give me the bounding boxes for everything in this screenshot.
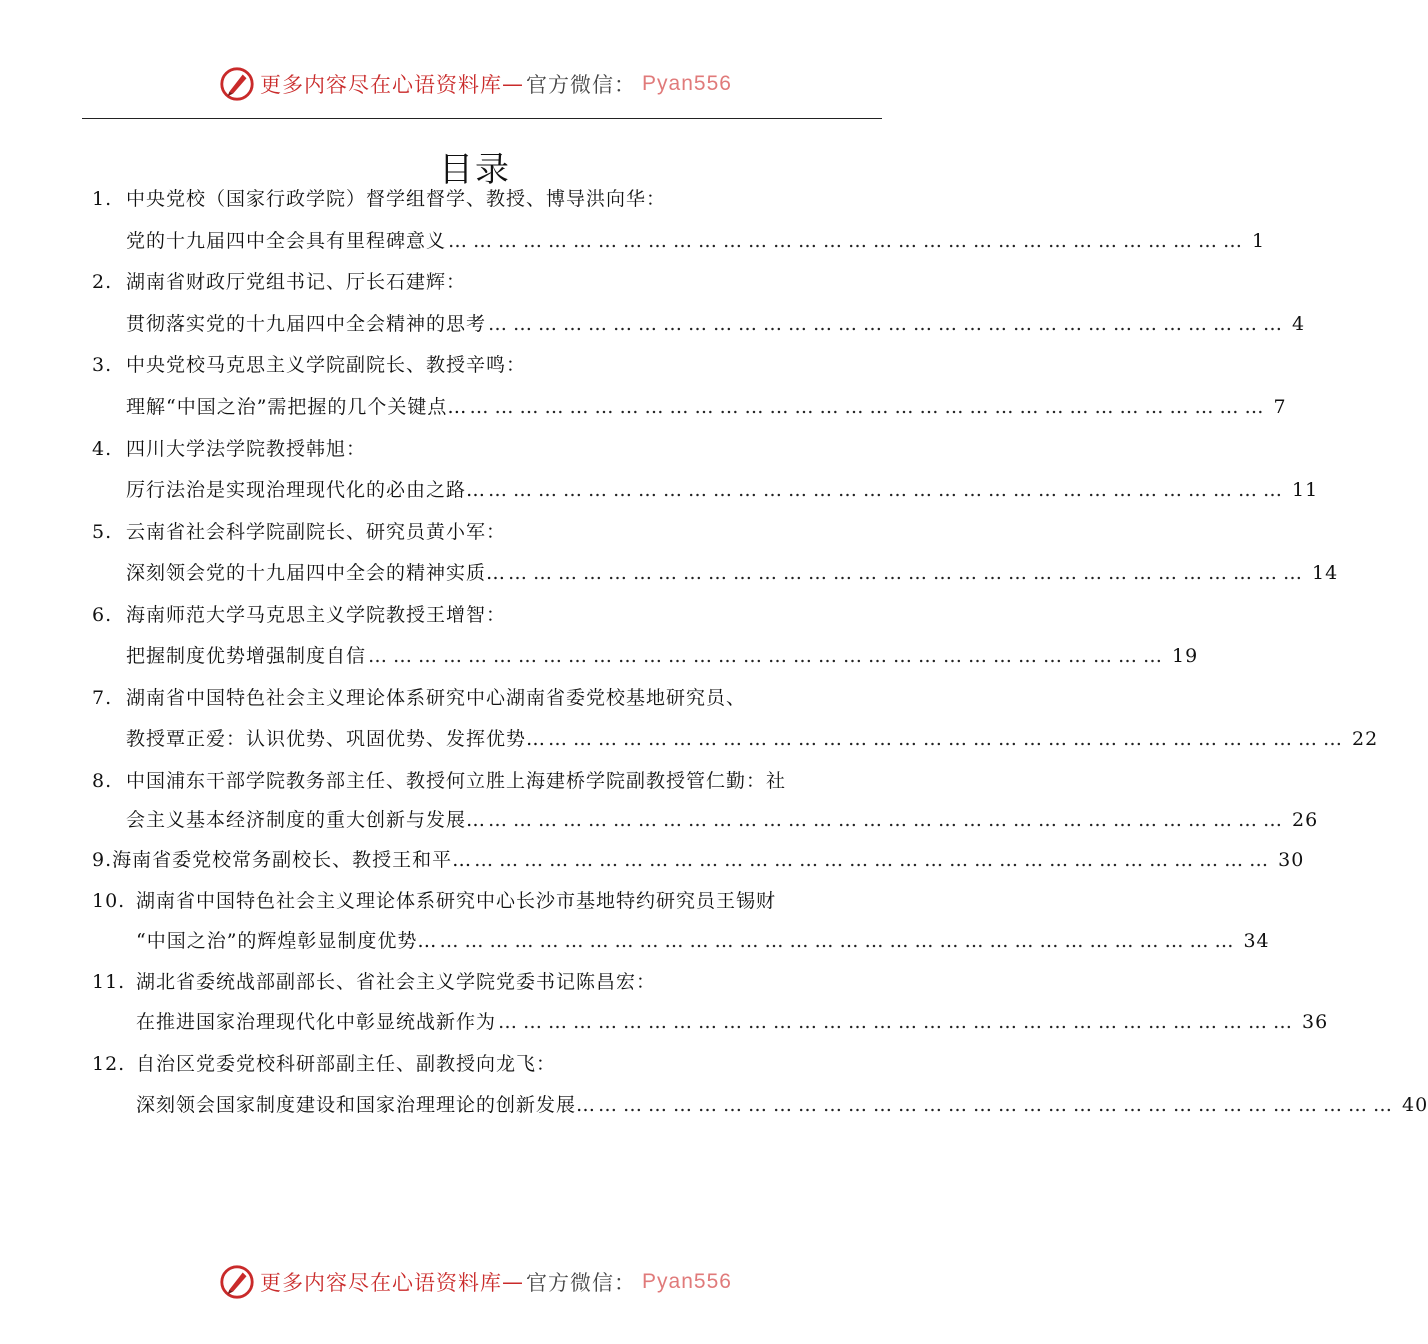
toc-item-author: 湖南省财政厅党组书记、厅长石建辉：: [126, 271, 467, 293]
toc-leader-dots: ……………………………………………………………………………………: [368, 645, 1169, 667]
toc-item-4-heading: [92, 434, 366, 464]
toc-item-10-link[interactable]: [136, 926, 1270, 956]
toc-item-title: 党的十九届四中全会具有里程碑意义: [126, 230, 447, 252]
toc-item-8-heading: [92, 766, 786, 796]
toc-item-number: 7.: [92, 687, 113, 709]
toc-leader-dots: ……………………………………………………………………………………: [474, 849, 1275, 871]
toc-item-number: 2.: [92, 271, 113, 293]
toc-item-1-link[interactable]: [126, 226, 1266, 256]
toc-item-number: 4.: [92, 438, 113, 460]
toc-item-author: 中央党校马克思主义学院副院长、教授辛鸣：: [126, 354, 527, 376]
toc-item-number: 12.: [92, 1053, 126, 1075]
toc-item-12-heading: [92, 1049, 556, 1079]
toc-item-page: 19: [1172, 645, 1199, 667]
toc-item-7-link[interactable]: [126, 724, 1379, 754]
toc-item-page: 40: [1402, 1094, 1428, 1116]
toc-item-number: 8.: [92, 770, 113, 792]
toc-item-author: 湖北省委统战部副部长、省社会主义学院党委书记陈昌宏：: [136, 971, 657, 993]
toc-item-number: 11.: [92, 971, 126, 993]
toc-item-author: 湖南省中国特色社会主义理论体系研究中心湖南省委党校基地研究员、: [126, 687, 747, 709]
toc-item-11-heading: [92, 967, 656, 997]
toc-item-page: 26: [1292, 809, 1319, 831]
banner-wechat-label: 官方微信：: [526, 73, 637, 97]
toc-item-8-link[interactable]: [126, 805, 1319, 835]
toc-item-title: 贯彻落实党的十九届四中全会精神的思考: [126, 313, 487, 335]
toc-leader-dots: ……………………………………………………………………………………: [508, 562, 1309, 584]
toc-item-1-heading: [92, 184, 666, 214]
toc-item-author: 海南师范大学马克思主义学院教授王增智：: [126, 604, 507, 626]
page-title: 目录: [439, 150, 511, 190]
toc-leader-dots: ……………………………………………………………………………………: [548, 728, 1349, 750]
toc-item-page: 11: [1292, 479, 1319, 501]
toc-item-number: 5.: [92, 521, 113, 543]
toc-item-title: 理解“中国之治”需把握的几个关键点…: [126, 396, 468, 418]
toc-item-title: 在推进国家治理现代化中彰显统战新作为: [136, 1011, 497, 1033]
header-divider: [82, 118, 882, 119]
toc-leader-dots: ……………………………………………………………………………………: [469, 396, 1270, 418]
toc-item-7-heading: [92, 683, 746, 713]
toc-item-title: “中国之治”的辉煌彰显制度优势…: [136, 930, 438, 952]
toc-item-2-link[interactable]: [126, 309, 1306, 339]
toc-item-author: 湖南省中国特色社会主义理论体系研究中心长沙市基地特约研究员王锡财: [136, 890, 777, 912]
toc-item-2-heading: [92, 267, 466, 297]
toc-item-number: 6.: [92, 604, 113, 626]
toc-item-5-link[interactable]: [126, 558, 1339, 588]
toc-item-page: 34: [1243, 930, 1270, 952]
toc-item-title: 教授覃正爱：认识优势、巩固优势、发挥优势…: [126, 728, 547, 750]
toc-item-number: 10.: [92, 890, 126, 912]
banner-wechat-id: Pyan556: [642, 1270, 732, 1293]
toc-leader-dots: ……………………………………………………………………………………: [488, 479, 1289, 501]
toc-leader-dots: ……………………………………………………………………………………: [488, 809, 1289, 831]
banner-wechat-id: Pyan556: [642, 72, 732, 95]
toc-leader-dots: ……………………………………………………………………………………: [598, 1094, 1399, 1116]
toc-item-number: 3.: [92, 354, 113, 376]
toc-item-page: 1: [1252, 230, 1266, 252]
toc-item-title: 深刻领会国家制度建设和国家治理理论的创新发展…: [136, 1094, 597, 1116]
banner-slogan: 更多内容尽在心语资料库: [260, 1271, 503, 1295]
toc-item-title: 厉行法治是实现治理现代化的必由之路…: [126, 479, 487, 501]
toc-item-title: 把握制度优势增强制度自信: [126, 645, 367, 667]
toc-item-5-heading: [92, 517, 506, 547]
toc-leader-dots: ……………………………………………………………………………………: [488, 313, 1289, 335]
toc-item-9-link[interactable]: [92, 845, 1305, 875]
toc-item-page: 14: [1312, 562, 1339, 584]
toc-item-page: 30: [1278, 849, 1305, 871]
banner-dash: —: [502, 72, 525, 96]
footer-banner: [0, 1262, 950, 1302]
toc-item-12-link[interactable]: [136, 1090, 1428, 1120]
banner-slogan: 更多内容尽在心语资料库: [260, 73, 503, 97]
toc-item-6-link[interactable]: [126, 641, 1199, 671]
toc-item-11-link[interactable]: [136, 1007, 1329, 1037]
header-banner: [0, 64, 950, 104]
toc-item-page: 4: [1292, 313, 1306, 335]
toc-item-10-heading: [92, 886, 776, 916]
toc-item-author: 自治区党委党校科研部副主任、副教授向龙飞：: [136, 1053, 557, 1075]
toc-item-title: 会主义基本经济制度的重大创新与发展…: [126, 809, 487, 831]
toc-item-author: 云南省社会科学院副院长、研究员黄小军：: [126, 521, 507, 543]
toc-item-6-heading: [92, 600, 506, 630]
toc-item-number: 9.: [92, 849, 113, 871]
toc-item-author: 四川大学法学院教授韩旭：: [126, 438, 367, 460]
toc-item-author: 中央党校（国家行政学院）督学组督学、教授、博导洪向华：: [126, 188, 667, 210]
toc-item-title: 海南省委党校常务副校长、教授王和平…: [112, 849, 473, 871]
toc-leader-dots: ……………………………………………………………………………………: [448, 230, 1249, 252]
toc-item-title: 深刻领会党的十九届四中全会的精神实质…: [126, 562, 507, 584]
toc-item-page: 22: [1352, 728, 1379, 750]
toc-item-page: 36: [1302, 1011, 1329, 1033]
banner-dash: —: [502, 1270, 525, 1294]
toc-item-3-heading: [92, 350, 526, 380]
logo-icon: [218, 65, 256, 103]
toc-item-4-link[interactable]: [126, 475, 1319, 505]
toc-leader-dots: ……………………………………………………………………………………: [439, 930, 1240, 952]
logo-icon: [218, 1263, 256, 1301]
toc-item-3-link[interactable]: [126, 392, 1287, 422]
toc-leader-dots: ……………………………………………………………………………………: [498, 1011, 1299, 1033]
banner-wechat-label: 官方微信：: [526, 1271, 637, 1295]
toc-item-author: 中国浦东干部学院教务部主任、教授何立胜上海建桥学院副教授管仁勤：社: [126, 770, 787, 792]
toc-item-number: 1.: [92, 188, 113, 210]
toc-item-page: 7: [1273, 396, 1287, 418]
